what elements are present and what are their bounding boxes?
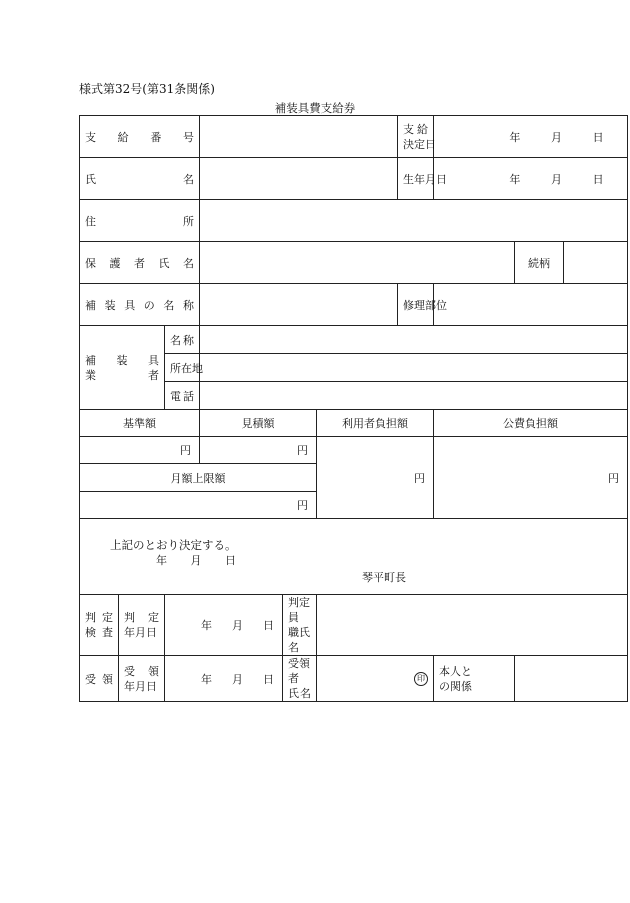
- monthly-limit-label: 月額上限額: [80, 464, 317, 492]
- device-name-value[interactable]: [200, 284, 398, 326]
- standard-amount-value[interactable]: 円: [80, 437, 200, 464]
- vendor-phone-label: 電 話: [165, 382, 200, 410]
- payment-number-label: 支 給 番 号: [80, 116, 200, 158]
- birthdate-value[interactable]: 年 月 日: [434, 158, 628, 200]
- judge-official-label: 判定員 職氏名: [283, 595, 317, 656]
- vendor-phone-value[interactable]: [200, 382, 628, 410]
- name-value[interactable]: [200, 158, 398, 200]
- form-number: 様式第32号(第31条関係): [79, 82, 215, 96]
- public-burden-header: 公費負担額: [434, 410, 628, 437]
- vendor-name-label: 名 称: [165, 326, 200, 354]
- user-burden-header: 利用者負担額: [317, 410, 434, 437]
- public-burden-value[interactable]: 円: [434, 437, 628, 519]
- monthly-limit-value[interactable]: 円: [80, 492, 317, 519]
- mayor-title: 琴平町長: [362, 571, 406, 584]
- user-burden-value[interactable]: 円: [317, 437, 434, 519]
- estimate-amount-header: 見積額: [200, 410, 317, 437]
- vendor-name-value[interactable]: [200, 326, 628, 354]
- recipient-name-value[interactable]: [317, 656, 434, 702]
- guardian-name-value[interactable]: [200, 242, 515, 284]
- decision-date-value[interactable]: 年 月 日: [434, 116, 628, 158]
- decision-block: [80, 519, 628, 595]
- payment-number-value[interactable]: [200, 116, 398, 158]
- form-title: 補装具費支給券: [274, 101, 356, 115]
- decision-date: 年 月 日: [156, 554, 236, 567]
- seal-icon: 印: [414, 672, 428, 686]
- birthdate-label: 生 年 月 日: [398, 158, 434, 200]
- guardian-name-label: 保 護 者 氏 名: [80, 242, 200, 284]
- decision-text: 上記のとおり決定する。: [110, 538, 237, 552]
- standard-amount-header: 基準額: [80, 410, 200, 437]
- receipt-label: 受 領: [80, 656, 119, 702]
- inspection-label: 判 定 検 査: [80, 595, 119, 656]
- receipt-date-label: 受 領 年月日: [119, 656, 165, 702]
- estimate-amount-value[interactable]: 円: [200, 437, 317, 464]
- relation-label: 続柄: [515, 242, 564, 284]
- relation-to-person-label: 本人と の関係: [434, 656, 515, 702]
- decision-date-label: 支 給 決 定 日: [398, 116, 434, 158]
- recipient-label: 受領者 氏 名: [283, 656, 317, 702]
- address-label: 住 所: [80, 200, 200, 242]
- benefit-voucher-table: [79, 115, 628, 702]
- vendor-label: 補 装 具 業 者: [80, 326, 165, 410]
- relation-to-person-value[interactable]: [515, 656, 628, 702]
- repair-part-label: 修 理 部 位: [398, 284, 434, 326]
- judge-date-value[interactable]: 年 月 日: [165, 595, 283, 656]
- judge-date-label: 判 定 年月日: [119, 595, 165, 656]
- receipt-date-value[interactable]: 年 月 日: [165, 656, 283, 702]
- device-name-label: 補 装 具 の 名 称: [80, 284, 200, 326]
- repair-part-value[interactable]: [434, 284, 628, 326]
- name-label: 氏 名: [80, 158, 200, 200]
- vendor-location-value[interactable]: [200, 354, 628, 382]
- address-value[interactable]: [200, 200, 628, 242]
- judge-official-value[interactable]: [317, 595, 628, 656]
- relation-value[interactable]: [564, 242, 628, 284]
- vendor-location-label: 所 在 地: [165, 354, 200, 382]
